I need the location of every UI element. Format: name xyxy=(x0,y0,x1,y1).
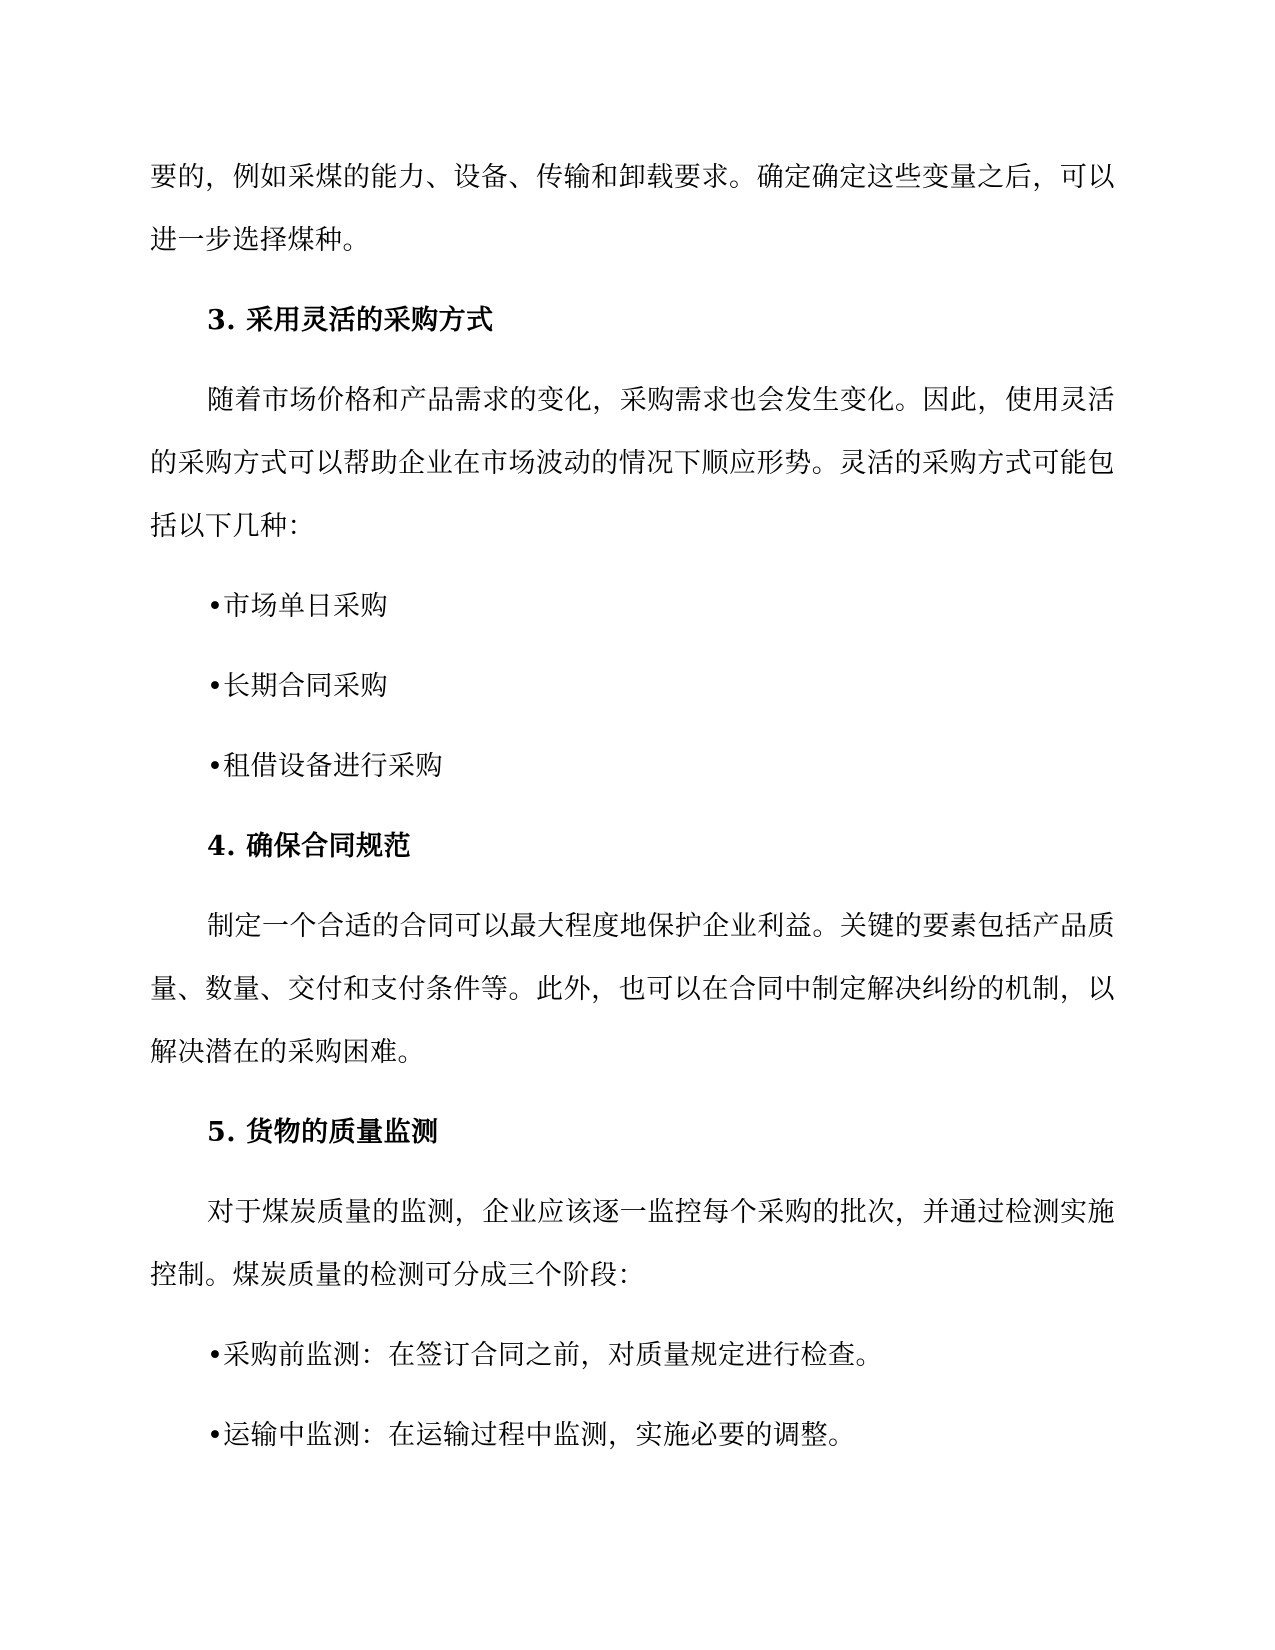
section-5-heading: 5. 货物的质量监测 xyxy=(207,1117,439,1148)
list-item-text: 长期合同采购 xyxy=(223,671,388,702)
section-5-paragraph: 对于煤炭质量的监测，企业应该逐一监控每个采购的批次，并通过检测实施控制。煤炭质量的检测可分成三个阶段： xyxy=(150,1197,1115,1291)
list-item xyxy=(150,1404,1115,1467)
section-4-heading: 4. 确保合同规范 xyxy=(207,831,412,862)
list-item xyxy=(150,1324,1115,1387)
list-item xyxy=(150,575,1115,638)
list-item xyxy=(150,735,1115,798)
list-item-text: 采购前监测：在签订合同之前，对质量规定进行检查。 xyxy=(223,1340,883,1371)
intro-paragraph: 要的，例如采煤的能力、设备、传输和卸载要求。确定确定这些变量之后，可以进一步选择煤种。 xyxy=(150,162,1115,256)
bullet-icon: • xyxy=(207,591,224,622)
bullet-icon: • xyxy=(207,671,224,702)
list-item xyxy=(150,655,1115,718)
section-3-heading: 3. 采用灵活的采购方式 xyxy=(207,305,494,336)
list-item-text: 租借设备进行采购 xyxy=(223,751,443,782)
list-item-text: 运输中监测：在运输过程中监测，实施必要的调整。 xyxy=(223,1420,856,1451)
bullet-icon: • xyxy=(207,1340,224,1371)
section-3-paragraph: 随着市场价格和产品需求的变化，采购需求也会发生变化。因此，使用灵活的采购方式可以帮助企业在市场波动的情况下顺应形势。灵活的采购方式可能包括以下几种： xyxy=(150,385,1115,542)
document-body xyxy=(150,146,1115,1484)
bullet-icon: • xyxy=(207,751,224,782)
bullet-icon: • xyxy=(207,1420,224,1451)
list-item-text: 市场单日采购 xyxy=(223,591,388,622)
section-4-paragraph: 制定一个合适的合同可以最大程度地保护企业利益。关键的要素包括产品质量、数量、交付和支付条件等。此外，也可以在合同中制定解决纠纷的机制，以解决潜在的采购困难。 xyxy=(150,911,1115,1068)
